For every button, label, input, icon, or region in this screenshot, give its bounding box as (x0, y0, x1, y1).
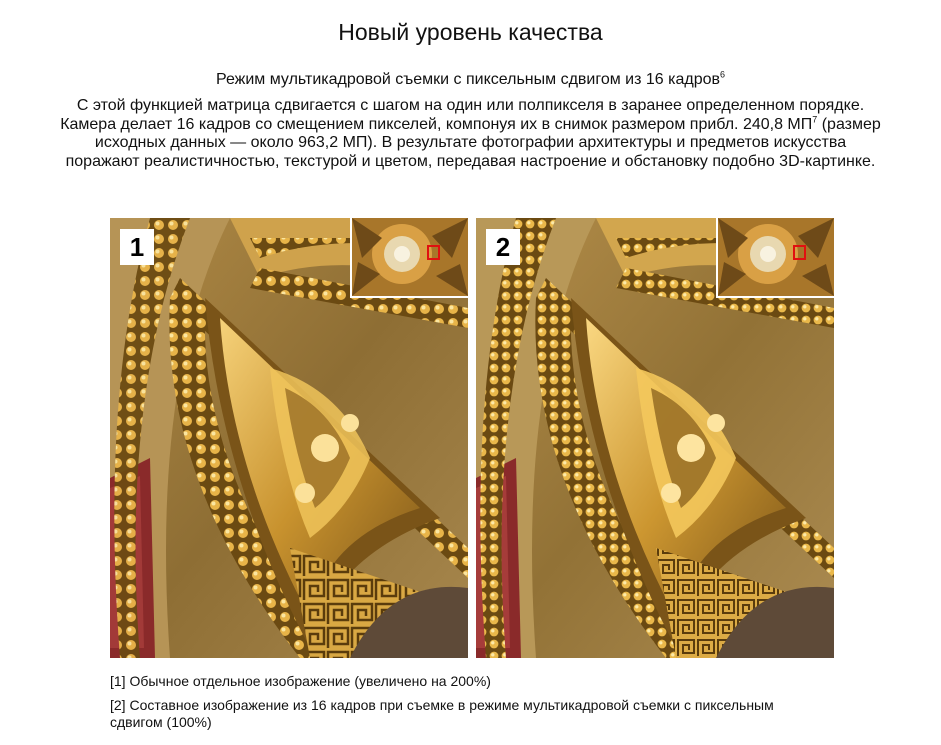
description-footnote-mark: 7 (812, 114, 818, 125)
page-title: Новый уровень качества (338, 19, 603, 45)
reference-thumbnail (716, 218, 834, 298)
subtitle-text: Режим мультикадровой съемки с пиксельным сдвигом из 16 кадров (215, 71, 721, 88)
description-part-2: (размер исходных данных — около 963,2 МП). В результате фотографии архитектуры и предметов искусства поражают реалистичностью, текстурой и цветом, передавая настроение и обстановку подобно 3D-картинке. (65, 115, 881, 170)
image-number-badge: 2 (486, 229, 520, 265)
comparison-image-1 (110, 218, 468, 658)
dome-thumbnail-image (718, 218, 834, 296)
subtitle-footnote-mark: 6 (720, 69, 726, 80)
caption-image-2: [2] Составное изображение из 16 кадров при съемке в режиме мультикадровой съемки с пиксельным сдвигом (100%) (110, 697, 774, 730)
dome-thumbnail-image (352, 218, 468, 296)
comparison-image-2 (476, 218, 834, 658)
description-part-1: С этой функцией матрица сдвигается с шагом на один или полпикселя в заранее определенном порядке. Камера делает 16 кадров со смещением пикселей, компонуя их в снимок размером прибл. 240,8 МП (60, 97, 865, 133)
image-number-badge: 1 (120, 229, 154, 265)
description (60, 97, 881, 171)
reference-thumbnail (350, 218, 468, 298)
caption-image-1: [1] Обычное отдельное изображение (увеличено на 200%) (110, 673, 491, 689)
page-subtitle (0, 70, 941, 90)
